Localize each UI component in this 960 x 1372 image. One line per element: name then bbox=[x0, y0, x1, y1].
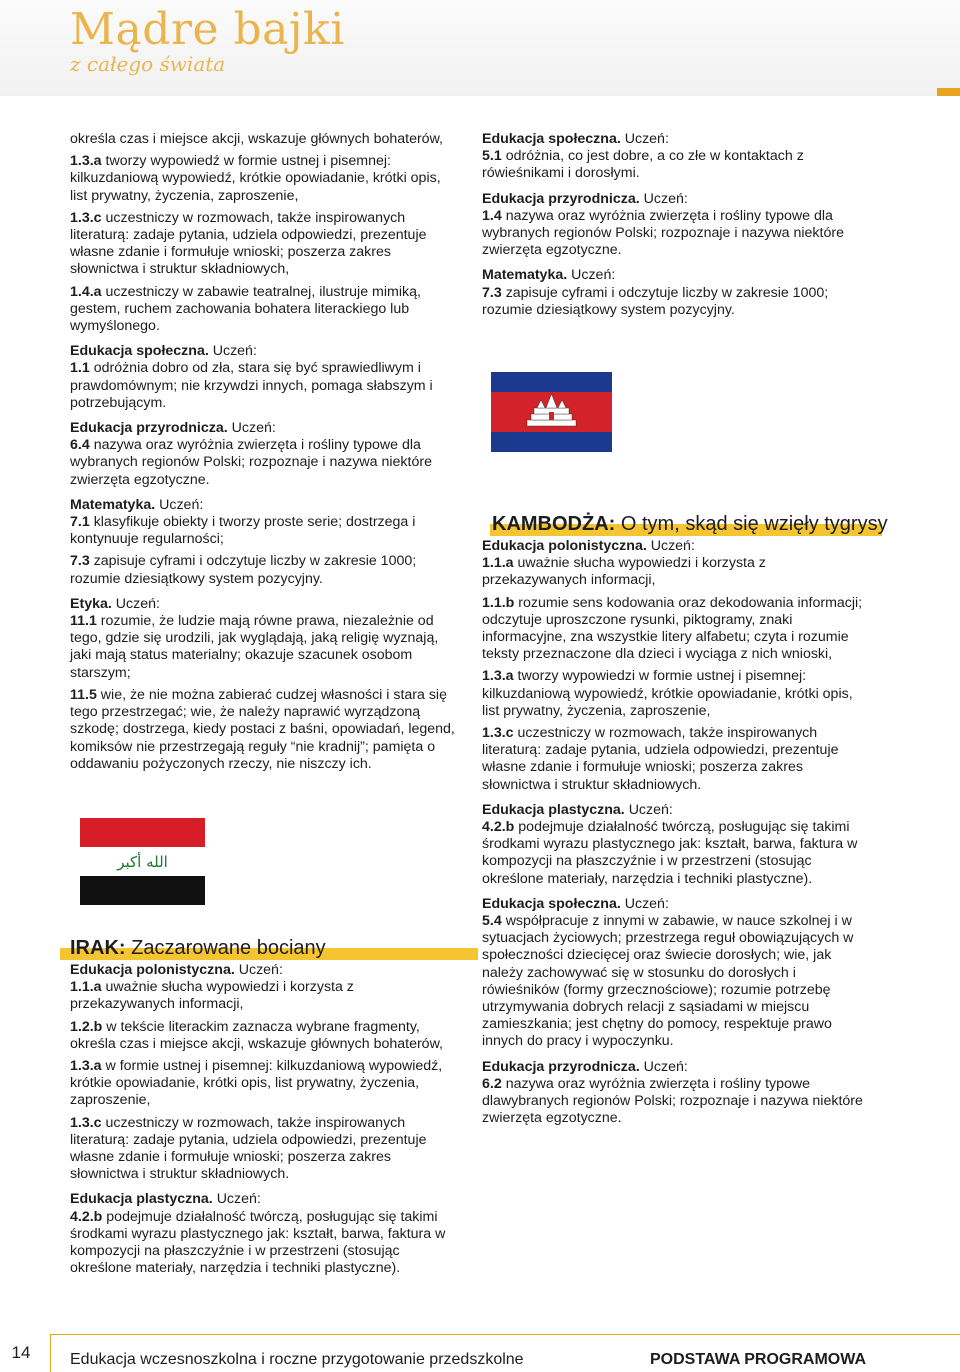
item-text: nazywa oraz wyróżnia zwierzęta i rośliny typowe dla wybranych regionów Polski; rozpoznaje i nazywa niektóre zwierzęta egzotyczne. bbox=[482, 207, 844, 259]
item-number: 1.3.c bbox=[70, 1114, 102, 1131]
curriculum-item bbox=[482, 725, 872, 794]
subject-group bbox=[70, 497, 460, 588]
item-number: 4.2.b bbox=[70, 1208, 103, 1225]
item-text: wie, że nie można zabierać cudzej własności i stara się tego przestrzegać; wie, że należy naprawić wyrządzoną szkodę; dostrzega, kiedy postaci z baśni, opowiadań, legend, komiksów nie przestrzegają reguły “nie kradnij”; pamięta o oddawaniu pożyczonych rzeczy, nie niszczy ich. bbox=[70, 686, 455, 772]
item-number: 4.2.b bbox=[482, 819, 515, 836]
subject-heading bbox=[482, 131, 872, 148]
subject-tail: Uczeń: bbox=[231, 420, 276, 437]
subject-name: Edukacja plastyczna. bbox=[70, 1191, 213, 1208]
item-text: rozumie sens kodowania oraz dekodowania informacji; odczytuje uproszczone rysunki, piktogramy, znaki informacyjne, zna wszystkie litery alfabetu; czyta i rozumie teksty przeznaczone dla dzieci i wyciąga z nich wnioski, bbox=[482, 594, 863, 663]
item-text: uczestniczy w rozmowach, także inspirowanych literaturą: zadaje pytania, udziela odpowiedzi, prezentuje własne zdanie i formułuje wnioski; poszerza zakres słownictwa i struktur składniowych. bbox=[70, 1114, 427, 1183]
page-number: 14 bbox=[11, 1343, 31, 1362]
subject-tail: Uczeń: bbox=[115, 595, 160, 612]
section-country: IRAK: bbox=[70, 936, 126, 959]
footer-rule bbox=[50, 1334, 960, 1335]
subject-heading bbox=[482, 267, 872, 284]
curriculum-item bbox=[70, 437, 460, 489]
subject-group bbox=[70, 343, 460, 412]
subject-name: Edukacja społeczna. bbox=[482, 895, 621, 912]
book-subtitle: z całego świata bbox=[70, 52, 226, 76]
curriculum-item bbox=[482, 819, 872, 888]
subject-heading bbox=[70, 420, 460, 437]
subject-tail: Uczeń: bbox=[650, 538, 695, 554]
curriculum-item bbox=[482, 668, 872, 720]
subject-name: Edukacja polonistyczna. bbox=[482, 538, 647, 554]
iraq-flag-slot bbox=[70, 820, 460, 916]
item-text: uczestniczy w rozmowach, także inspirowanych literaturą: zadaje pytania, udziela odpowiedzi, prezentuje własne zdanie i formułuje wnioski; poszerza zakres słownictwa i struktur składniowych. bbox=[482, 725, 839, 793]
curriculum-item bbox=[70, 1115, 460, 1184]
subject-tail: Uczeń: bbox=[624, 895, 669, 912]
curriculum-item bbox=[482, 285, 872, 319]
item-text: w tekście literackim zaznacza wybrane fragmenty, określa czas i miejsce akcji, wskazuje głównych bohaterów, bbox=[70, 1018, 443, 1052]
item-text: uczestniczy w rozmowach, także inspirowanych literaturą: zadaje pytania, udziela odpowiedzi, prezentuje własne zdanie i formułuje wnioski; poszerza zakres słownictwa i struktur składniowych, bbox=[70, 209, 427, 278]
curriculum-item bbox=[70, 514, 460, 548]
item-text: zapisuje cyframi i odczytuje liczby w zakresie 1000; rozumie dziesiątkowy system pozycyjny. bbox=[482, 284, 829, 318]
subject-name: Edukacja przyrodnicza. bbox=[482, 1058, 640, 1075]
curriculum-item bbox=[70, 687, 460, 773]
subject-tail: Uczeń: bbox=[571, 267, 616, 284]
curriculum-item bbox=[70, 210, 460, 279]
subject-heading bbox=[70, 343, 460, 360]
item-text: uczestniczy w zabawie teatralnej, ilustruje mimiką, gestem, ruchem zachowania bohatera literackiego lub wymyślonego. bbox=[70, 283, 421, 335]
subject-heading bbox=[482, 802, 872, 819]
subject-tail: Uczeń: bbox=[212, 343, 257, 360]
curriculum-item bbox=[70, 360, 460, 412]
item-number: 7.3 bbox=[70, 553, 90, 570]
curriculum-item bbox=[482, 913, 872, 1051]
item-text: tworzy wypowiedź w formie ustnej i pisemnej: kilkuzdaniową wypowiedź, krótkie opowiadanie, krótki opis, list prywatny, życzenia, zaproszenie, bbox=[70, 153, 441, 204]
item-text: nazywa oraz wyróżnia zwierzęta i rośliny typowe dla wybranych regionów Polski; rozpoznaje i nazywa niektóre zwierzęta egzotyczne. bbox=[70, 437, 432, 488]
section-title: O tym, skąd się wzięły tygrysy bbox=[620, 513, 888, 535]
item-number: 1.1 bbox=[70, 360, 90, 377]
section-title: Zaczarowane bociany bbox=[131, 936, 326, 959]
subject-name: Matematyka. bbox=[70, 496, 156, 513]
subject-heading bbox=[70, 596, 460, 613]
curriculum-item bbox=[482, 1076, 872, 1128]
curriculum-item bbox=[70, 553, 460, 587]
subject-heading bbox=[70, 497, 460, 514]
item-number: 5.4 bbox=[482, 913, 502, 930]
item-number: 1.2.b bbox=[70, 1018, 103, 1035]
right-column-top bbox=[482, 131, 872, 324]
curriculum-item bbox=[70, 1209, 460, 1278]
subject-name: Edukacja przyrodnicza. bbox=[70, 420, 228, 437]
subject-name: Edukacja plastyczna. bbox=[482, 801, 625, 818]
subject-name: Edukacja społeczna. bbox=[482, 131, 621, 147]
subject-tail: Uczeń: bbox=[238, 961, 283, 978]
item-text: współpracuje z innymi w zabawie, w nauce szkolnej i w sytuacjach życiowych; przestrzega reguł obowiązujących w społeczności dziecięcej oraz świecie dorosłych; wie, jak należy zachowywać się w stosunku do dorosłych i rówieśników (formy grzecznościowe); rozumie potrzebę utrzymywania dobrych relacji z sąsiadami w miejscu zamieszkania; jest chętny do pomocy, respektuje prawo innych do pracy i wypoczynku. bbox=[482, 913, 854, 1050]
curriculum-item bbox=[70, 284, 460, 336]
item-number: 7.1 bbox=[70, 514, 90, 531]
item-number: 11.1 bbox=[70, 613, 97, 630]
subject-group bbox=[482, 802, 872, 888]
page-footer bbox=[0, 1326, 960, 1372]
cambodia-flag-icon bbox=[491, 372, 612, 452]
subject-group bbox=[482, 896, 872, 1051]
subject-name: Edukacja społeczna. bbox=[70, 343, 209, 360]
subject-heading bbox=[482, 191, 872, 208]
item-number: 1.1.a bbox=[482, 555, 514, 572]
subject-heading bbox=[482, 538, 872, 555]
item-text: odróżnia, co jest dobre, a co złe w kontaktach z rówieśnikami i dorosłymi. bbox=[482, 148, 804, 182]
intro-items bbox=[70, 131, 460, 335]
subject-heading bbox=[70, 962, 460, 979]
page-header bbox=[0, 0, 960, 96]
subject-group bbox=[70, 1191, 460, 1277]
subject-heading bbox=[70, 1191, 460, 1208]
curriculum-item bbox=[70, 1058, 460, 1110]
curriculum-item bbox=[70, 131, 460, 148]
item-text: nazywa oraz wyróżnia zwierzęta i rośliny typowe dlawybranych regionów Polski; rozpoznaje i nazywa niektóre zwierzęta egzotyczne. bbox=[482, 1075, 863, 1127]
item-text: zapisuje cyframi i odczytuje liczby w zakresie 1000; rozumie dziesiątkowy system pozycyjny. bbox=[70, 553, 417, 587]
curriculum-item bbox=[70, 979, 460, 1013]
item-text: uważnie słucha wypowiedzi i korzysta z przekazywanych informacji, bbox=[70, 979, 354, 1013]
iraq-groups bbox=[70, 962, 460, 1277]
curriculum-item bbox=[70, 1019, 460, 1053]
item-text: podejmuje działalność twórczą, posługując się takimi środkami wyrazu plastycznego jak: kształt, barwa, faktura w kompozycji na płaszczyźnie i w przestrzeni (stosując określone materiały, narzędzia i techniki plastyczne). bbox=[70, 1208, 446, 1277]
item-number: 1.4.a bbox=[70, 283, 102, 300]
curriculum-item bbox=[70, 613, 460, 682]
item-number: 5.1 bbox=[482, 148, 502, 165]
subject-tail: Uczeń: bbox=[216, 1191, 261, 1208]
curriculum-item bbox=[482, 148, 872, 182]
footer-label: PODSTAWA PROGRAMOWA bbox=[650, 1351, 866, 1368]
subject-heading bbox=[482, 896, 872, 913]
item-number: 1.4 bbox=[482, 207, 502, 224]
subject-tail: Uczeń: bbox=[624, 131, 669, 147]
curriculum-item bbox=[482, 595, 872, 664]
item-text: tworzy wypowiedzi w formie ustnej i pisemnej: kilkuzdaniową wypowiedź, krótkie opowiadanie, krótki opis, list prywatny, życzenia, zaproszenie, bbox=[482, 668, 853, 719]
item-text: podejmuje działalność twórczą, posługując się takimi środkami wyrazu plastycznego jak: kształt, barwa, faktura w kompozycji na płaszczyźnie i w przestrzeni (stosując określone materiały, narzędzia i techniki plastyczne). bbox=[482, 819, 858, 887]
subject-group bbox=[482, 131, 872, 183]
right-groups bbox=[482, 131, 872, 319]
subject-group bbox=[70, 420, 460, 489]
subject-name: Edukacja przyrodnicza. bbox=[482, 190, 640, 207]
item-number: 1.3.a bbox=[482, 668, 514, 685]
subject-tail: Uczeń: bbox=[643, 1058, 688, 1075]
subject-name: Edukacja polonistyczna. bbox=[70, 961, 235, 978]
subject-name: Etyka. bbox=[70, 595, 112, 612]
item-number: 6.2 bbox=[482, 1075, 502, 1092]
section-heading-iraq bbox=[60, 936, 460, 960]
flag-inscription: الله أكبر bbox=[117, 852, 168, 871]
subject-group bbox=[482, 1059, 872, 1128]
item-text: klasyfikuje obiekty i tworzy proste serie; dostrzega i kontynuuje regularności; bbox=[70, 514, 416, 548]
subject-tail: Uczeń: bbox=[628, 801, 673, 818]
item-number: 11.5 bbox=[70, 686, 97, 703]
item-number: 6.4 bbox=[70, 437, 90, 454]
subject-group bbox=[70, 962, 460, 1183]
right-column-bottom bbox=[482, 512, 888, 1133]
item-number: 1.3.a bbox=[70, 153, 102, 170]
subject-group bbox=[482, 267, 872, 319]
item-text: uważnie słucha wypowiedzi i korzysta z przekazywanych informacji, bbox=[482, 555, 766, 589]
subject-name: Matematyka. bbox=[482, 267, 568, 284]
curriculum-item bbox=[70, 153, 460, 205]
curriculum-item bbox=[482, 555, 872, 589]
item-number: 1.1.a bbox=[70, 979, 102, 996]
section-country: KAMBODŻA: bbox=[492, 513, 616, 535]
header-accent-band bbox=[937, 88, 960, 96]
subject-group bbox=[70, 596, 460, 773]
footer-text: Edukacja wczesnoszkolna i roczne przygotowanie przedszkolne bbox=[70, 1351, 524, 1368]
iraq-flag-icon bbox=[80, 818, 205, 905]
subject-group bbox=[482, 191, 872, 260]
curriculum-item bbox=[482, 208, 872, 260]
book-title: Mądre bajki bbox=[70, 4, 345, 55]
cambodia-groups bbox=[482, 538, 872, 1128]
footer-divider bbox=[50, 1334, 51, 1372]
section-heading-cambodia bbox=[482, 512, 888, 536]
item-number: 1.3.c bbox=[482, 725, 514, 742]
item-text: odróżnia dobro od zła, stara się być sprawiedliwym i prawdomównym; nie krzywdzi innych, pomaga słabszym i potrzebującym. bbox=[70, 360, 433, 411]
subject-heading bbox=[482, 1059, 872, 1076]
subject-tail: Uczeń: bbox=[643, 190, 688, 207]
subject-tail: Uczeń: bbox=[159, 496, 204, 513]
item-text: określa czas i miejsce akcji, wskazuje głównych bohaterów, bbox=[70, 131, 443, 147]
subject-group bbox=[482, 538, 872, 794]
item-number: 1.3.a bbox=[70, 1057, 102, 1074]
item-number: 7.3 bbox=[482, 284, 502, 301]
left-column bbox=[70, 131, 460, 1282]
item-text: rozumie, że ludzie mają równe prawa, niezależnie od tego, gdzie się urodzili, jak wyglądają, jaką religię wyznają, jaki mają status materialny; okazuje szacunek osobom starszym; bbox=[70, 613, 439, 681]
item-number: 1.1.b bbox=[482, 594, 515, 611]
item-number: 1.3.c bbox=[70, 209, 102, 226]
item-text: w formie ustnej i pisemnej: kilkuzdaniową wypowiedź, krótkie opowiadanie, krótki opis, list prywatny, życzenia, zaproszenie, bbox=[70, 1057, 443, 1109]
left-groups bbox=[70, 343, 460, 773]
